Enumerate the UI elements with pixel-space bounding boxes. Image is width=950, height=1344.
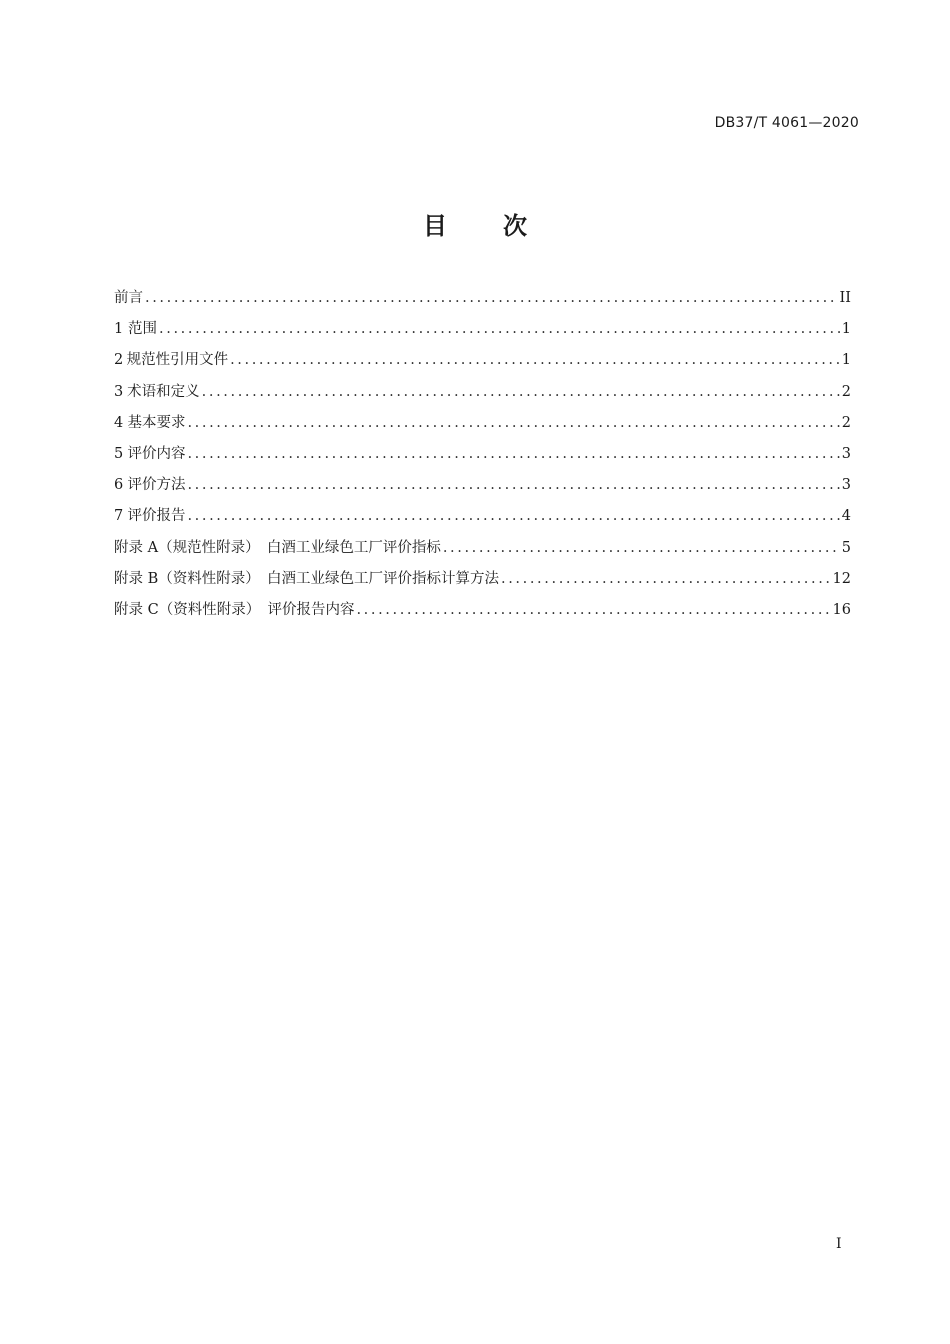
toc-entry-number: 2	[114, 352, 124, 369]
toc-leader-dots	[501, 571, 831, 587]
toc-entry-page: 1	[841, 321, 851, 338]
toc-leader-dots	[187, 415, 839, 431]
toc-leader-dots	[443, 540, 840, 556]
toc-leader-dots	[356, 602, 830, 618]
toc-entry-page: 2	[841, 414, 851, 431]
toc-leader-dots	[202, 384, 840, 400]
toc-entry-7[interactable]	[114, 504, 851, 535]
toc-entry-4[interactable]	[114, 411, 851, 442]
toc-entry-page: II	[839, 290, 851, 306]
toc-entry-page: 1	[841, 352, 851, 369]
toc-entry-1[interactable]	[114, 317, 851, 348]
toc-entry-foreword[interactable]	[114, 286, 851, 317]
toc-entry-number: 1	[114, 321, 124, 338]
toc-entry-page: 12	[832, 570, 851, 587]
toc-entry-label: 术语和定义	[127, 383, 200, 400]
toc-entry-number: 3	[114, 383, 124, 400]
toc-entry-label: 范围	[128, 321, 158, 338]
toc-entry-page: 5	[841, 539, 851, 556]
toc-entry-page: 4	[841, 508, 851, 525]
title-char-2: 次	[503, 212, 527, 240]
toc-leader-dots	[187, 477, 839, 493]
toc-entry-appendix-b[interactable]	[114, 567, 851, 598]
toc-entry-label: 评价报告	[127, 508, 186, 525]
toc-entry-number: 7	[114, 508, 124, 525]
toc-entry-number: 4	[114, 414, 124, 431]
toc-entry-page: 16	[832, 601, 851, 618]
toc-entry-label: 附录 A（规范性附录） 白酒工业绿色工厂评价指标	[114, 539, 441, 556]
toc-leader-dots	[187, 508, 839, 524]
toc-entry-label: 附录 C（资料性附录） 评价报告内容	[114, 601, 355, 618]
toc-entry-3[interactable]	[114, 380, 851, 411]
toc-entry-label: 附录 B（资料性附录） 白酒工业绿色工厂评价指标计算方法	[114, 570, 500, 587]
toc-entry-number: 5	[114, 445, 124, 462]
toc-entry-appendix-c[interactable]	[114, 598, 851, 629]
toc-entry-6[interactable]	[114, 473, 851, 504]
toc-entry-label: 前言	[114, 290, 143, 306]
toc-entry-2[interactable]	[114, 348, 851, 379]
toc-leader-dots	[230, 352, 840, 368]
document-code: DB37/T 4061—2020	[714, 115, 859, 131]
toc-entry-label: 评价方法	[127, 477, 186, 494]
toc-entry-page: 2	[841, 383, 851, 400]
page-title	[0, 206, 950, 241]
toc-entry-label: 基本要求	[127, 414, 186, 431]
toc-entry-appendix-a[interactable]	[114, 536, 851, 567]
title-char-1: 目	[423, 212, 447, 240]
toc-entry-label: 规范性引用文件	[126, 352, 229, 369]
page-number: I	[836, 1236, 842, 1252]
toc-leader-dots	[145, 290, 838, 306]
toc-entry-page: 3	[841, 477, 851, 494]
toc-entry-5[interactable]	[114, 442, 851, 473]
toc-leader-dots	[159, 321, 840, 337]
toc-entry-page: 3	[841, 445, 851, 462]
table-of-contents	[114, 286, 851, 629]
toc-entry-label: 评价内容	[127, 445, 186, 462]
toc-leader-dots	[187, 446, 839, 462]
toc-entry-number: 6	[114, 477, 124, 494]
